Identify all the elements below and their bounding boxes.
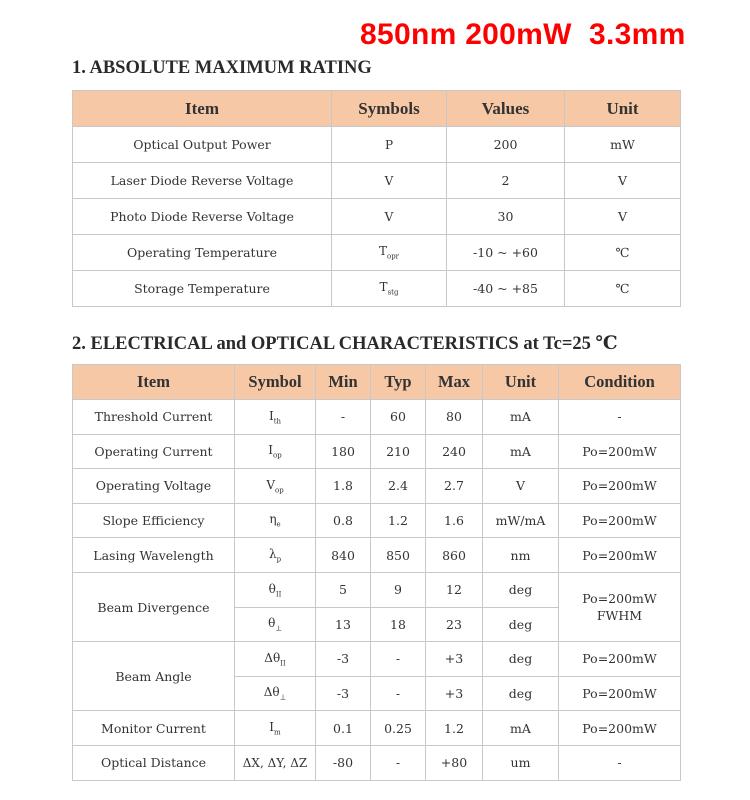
min-cell: - [316,400,371,435]
symbol-text: η [269,512,277,527]
min-cell: 0.1 [316,711,371,746]
symbol-text: θ [268,616,276,631]
item-cell: Storage Temperature [73,271,332,307]
max-cell: 12 [426,572,483,607]
symbol-cell [332,235,447,271]
symbol-text: Δθ [264,650,281,665]
symbol-subscript: stg [387,288,399,297]
min-cell: 5 [316,572,371,607]
min-cell: 0.8 [316,503,371,538]
condition-cell: Po=200mW [559,503,681,538]
unit-cell: ℃ [565,235,681,271]
symbol-text: I [268,408,274,423]
max-cell: 80 [426,400,483,435]
value-cell: -10 ~ +60 [447,235,565,271]
max-cell: 1.2 [426,711,483,746]
table-row [73,434,681,469]
unit-cell: V [483,469,559,504]
condition-cell: Po=200mW [559,434,681,469]
item-cell: Operating Current [73,434,235,469]
typ-cell: - [371,642,426,677]
typ-cell: 850 [371,538,426,573]
symbol-text: I [268,443,274,458]
unit-cell: V [565,163,681,199]
symbol-cell [235,434,316,469]
max-cell: 860 [426,538,483,573]
min-cell: -3 [316,676,371,711]
column-header-unit: Unit [565,91,681,127]
table-row [73,400,681,435]
typ-cell: 18 [371,607,426,642]
unit-cell: um [483,745,559,780]
table-row [73,538,681,573]
table-row [73,235,681,271]
column-header-symbol: Symbol [235,365,316,400]
table-row [73,163,681,199]
item-cell: Photo Diode Reverse Voltage [73,199,332,235]
max-cell: +3 [426,642,483,677]
symbol-subscript: II [275,589,282,598]
product-banner: 850nm 200mW 3.3mm [360,18,686,51]
condition-cell: - [559,745,681,780]
table-row [73,469,681,504]
condition-cell: Po=200mW [559,538,681,573]
symbol-text: V [266,477,275,492]
typ-cell: 0.25 [371,711,426,746]
max-cell: +80 [426,745,483,780]
symbol-subscript: op [273,451,282,460]
item-cell: Lasing Wavelength [73,538,235,573]
typ-cell: 1.2 [371,503,426,538]
max-cell: 2.7 [426,469,483,504]
typ-cell: 60 [371,400,426,435]
symbol-cell [235,538,316,573]
unit-cell: ℃ [565,271,681,307]
max-cell: +3 [426,676,483,711]
symbol-cell [235,642,316,677]
symbol-subscript: m [274,728,281,737]
symbol-cell [235,572,316,607]
value-cell: 200 [447,127,565,163]
value-cell: -40 ~ +85 [447,271,565,307]
symbol-text: T [379,280,388,295]
symbol-text: P [384,137,394,152]
symbol-text: ΔX, ΔY, ΔZ [242,755,308,770]
section-title-absolute-max: 1. ABSOLUTE MAXIMUM RATING [72,58,372,78]
column-header-item: Item [73,365,235,400]
column-header-symbols: Symbols [332,91,447,127]
table-row [73,711,681,746]
column-header-typ: Typ [371,365,426,400]
symbol-cell [235,503,316,538]
symbol-subscript: op [274,486,284,495]
item-cell: Monitor Current [73,711,235,746]
column-header-values: Values [447,91,565,127]
max-cell: 23 [426,607,483,642]
symbol-cell [235,469,316,504]
min-cell: 13 [316,607,371,642]
unit-cell: mA [483,711,559,746]
item-cell: Optical Output Power [73,127,332,163]
symbol-cell [332,271,447,307]
unit-cell: mW/mA [483,503,559,538]
unit-cell: mA [483,400,559,435]
item-cell: Threshold Current [73,400,235,435]
min-cell: -3 [316,642,371,677]
unit-cell: deg [483,676,559,711]
symbol-subscript: opr [386,252,400,261]
condition-cell: - [559,400,681,435]
min-cell: 180 [316,434,371,469]
symbol-subscript: II [280,659,286,668]
item-cell: Operating Voltage [73,469,235,504]
table-row [73,271,681,307]
min-cell: 840 [316,538,371,573]
symbol-subscript: p [276,555,282,564]
symbol-cell [332,127,447,163]
item-cell: Optical Distance [73,745,235,780]
table-row [73,642,681,677]
symbol-subscript: ⊥ [275,624,282,633]
min-cell: -80 [316,745,371,780]
typ-cell: - [371,676,426,711]
item-cell: Laser Diode Reverse Voltage [73,163,332,199]
table-row [73,745,681,780]
unit-cell: V [565,199,681,235]
table-row [73,572,681,607]
column-header-min: Min [316,365,371,400]
value-cell: 30 [447,199,565,235]
unit-cell: mW [565,127,681,163]
condition-line: FWHM [596,608,643,624]
symbol-subscript: e [276,520,281,529]
unit-cell: deg [483,607,559,642]
table-row [73,127,681,163]
column-header-max: Max [426,365,483,400]
column-header-unit: Unit [483,365,559,400]
symbol-cell [235,607,316,642]
item-cell: Operating Temperature [73,235,332,271]
symbol-cell [235,400,316,435]
symbol-text: V [384,173,394,188]
max-cell: 1.6 [426,503,483,538]
symbol-subscript: th [273,416,282,425]
item-cell: Beam Divergence [73,572,235,641]
table-row [73,503,681,538]
max-cell: 240 [426,434,483,469]
symbol-text: Δθ [263,685,280,700]
symbol-cell [235,745,316,780]
unit-cell: deg [483,642,559,677]
item-cell: Slope Efficiency [73,503,235,538]
symbol-text: T [378,244,387,259]
symbol-subscript: ⊥ [279,693,287,702]
unit-cell: deg [483,572,559,607]
typ-cell: 9 [371,572,426,607]
condition-cell: Po=200mW [559,711,681,746]
symbol-text: I [269,719,275,734]
typ-cell: 2.4 [371,469,426,504]
item-cell: Beam Angle [73,642,235,711]
symbol-text: λ [268,546,277,561]
condition-cell [559,572,681,641]
symbol-text: θ [268,581,276,596]
column-header-item: Item [73,91,332,127]
section-title-characteristics: 2. ELECTRICAL and OPTICAL CHARACTERISTICS at Tc=25 ℃ [72,334,618,354]
symbol-cell [235,711,316,746]
symbol-cell [332,199,447,235]
min-cell: 1.8 [316,469,371,504]
typ-cell: - [371,745,426,780]
typ-cell: 210 [371,434,426,469]
unit-cell: nm [483,538,559,573]
condition-line: Po=200mW [582,591,657,607]
table-row [73,199,681,235]
value-cell: 2 [447,163,565,199]
absolute-max-table [72,90,681,307]
condition-cell: Po=200mW [559,642,681,677]
condition-cell: Po=200mW [559,469,681,504]
symbol-cell [235,676,316,711]
characteristics-table [72,364,681,781]
table-header-row [73,365,681,400]
column-header-condition: Condition [559,365,681,400]
unit-cell: mA [483,434,559,469]
symbol-cell [332,163,447,199]
symbol-text: V [384,209,394,224]
condition-cell: Po=200mW [559,676,681,711]
table-header-row [73,91,681,127]
